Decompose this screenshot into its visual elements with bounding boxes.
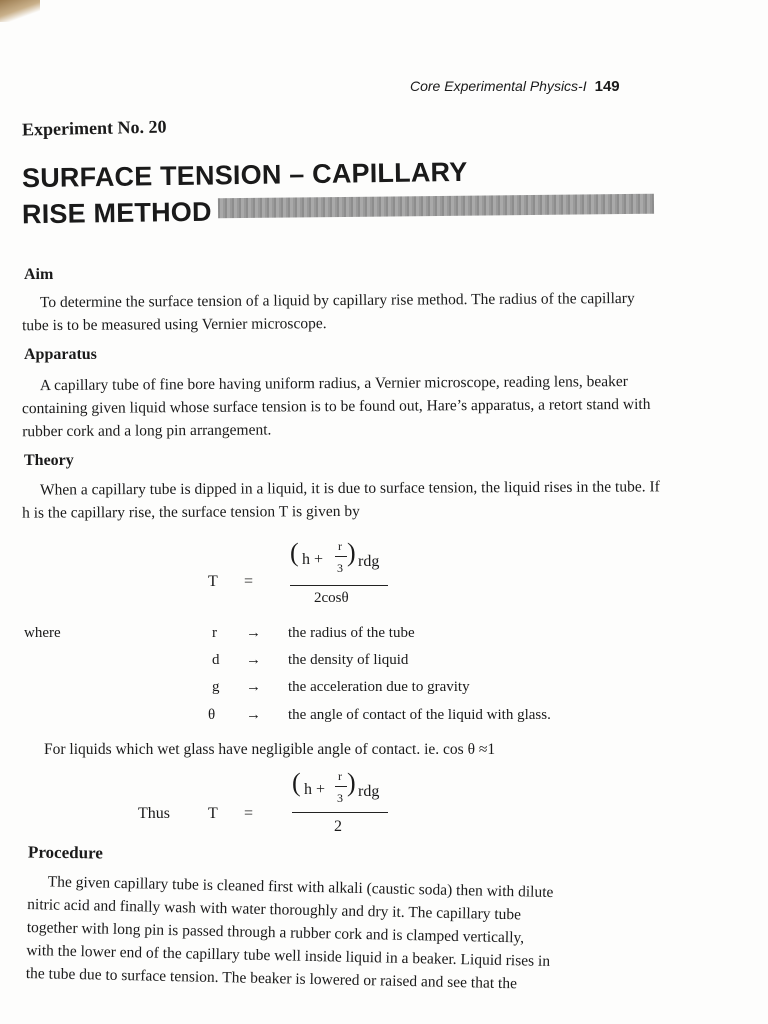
def-text: the density of liquid	[288, 652, 409, 668]
aim-text: To determine the surface tension of a liquid by capillary rise method. The radius of the capillary tube is to be measured using Vernier microscope.	[22, 289, 635, 335]
procedure-line: the tube due to surface tension. The beaker is lowered or raised and see that the	[25, 964, 518, 993]
definition-theta	[208, 707, 551, 724]
apparatus-heading: Apparatus	[24, 346, 97, 363]
procedure-heading: Procedure	[27, 842, 104, 863]
formula2-three: 3	[337, 791, 343, 805]
title-decorative-bar	[218, 194, 654, 219]
theory-heading: Theory	[24, 452, 74, 469]
formula1-three: 3	[337, 561, 343, 575]
definition-g	[212, 679, 470, 696]
definition-d	[212, 652, 408, 669]
experiment-number: Experiment No. 20	[21, 116, 167, 140]
formula2-rdg: rdg	[358, 783, 380, 800]
def-symbol: r	[212, 625, 217, 641]
title-line-2: RISE METHOD	[21, 196, 212, 230]
procedure-line: with the lower end of the capillary tube well inside liquid in a beaker. Liquid rises in	[26, 941, 551, 970]
formula2-thus: Thus	[138, 805, 170, 822]
title-line-1: SURFACE TENSION – CAPILLARY	[21, 156, 468, 194]
running-header	[410, 78, 620, 95]
formula1-inner-fraction-line	[335, 556, 347, 557]
formula1-rdg: rdg	[358, 553, 380, 570]
arrow-icon: →	[246, 625, 261, 641]
formula1-fraction-line	[290, 585, 388, 586]
formula1-r-over: r	[338, 539, 342, 553]
def-text: the acceleration due to gravity	[288, 679, 470, 695]
where-label: where	[24, 625, 61, 641]
apparatus-text: A capillary tube of fine bore having uniform radius, a Vernier microscope, reading lens, beaker containing given liquid whose surface tension is to be found out, Hare’s apparatus, a retort stand with rubber cork and a long pin arrangement.	[21, 373, 651, 441]
formula1-denominator: 2cosθ	[314, 590, 349, 606]
theory-text: When a capillary tube is dipped in a liquid, it is due to surface tension, the liquid rises in the tube. If h is the capillary rise, the surface tension T is given by	[22, 478, 660, 522]
page-corner-decoration	[0, 0, 40, 22]
def-text: the radius of the tube	[288, 625, 415, 641]
arrow-icon: →	[246, 652, 261, 668]
formula1-lhs: T	[208, 573, 218, 590]
def-text: the angle of contact of the liquid with glass.	[288, 707, 551, 723]
formula2-fraction-line	[292, 812, 388, 813]
formula2-r-over: r	[338, 769, 342, 783]
procedure-line: nitric acid and finally wash with water thoroughly and dry it. The capillary tube	[27, 895, 522, 924]
formula2-h: h +	[304, 781, 326, 798]
formula2-equals: =	[244, 805, 254, 822]
def-symbol: g	[212, 679, 220, 695]
procedure-line: The given capillary tube is cleaned first with alkali (caustic soda) then with dilute	[47, 873, 554, 902]
formula1-close-paren: )	[347, 538, 356, 567]
page-number: 149	[594, 78, 620, 95]
wet-glass-text: For liquids which wet glass have negligible angle of contact. ie. cos θ ≈1	[44, 741, 496, 758]
formula2-open-paren: (	[292, 768, 301, 797]
formula2-lhs: T	[208, 805, 218, 822]
definition-r	[212, 625, 415, 642]
formula1-h: h +	[302, 551, 324, 568]
book-title: Core Experimental Physics-I	[410, 78, 587, 94]
formula1-equals: =	[244, 573, 254, 590]
arrow-icon: →	[246, 707, 261, 723]
arrow-icon: →	[246, 679, 261, 695]
procedure-text	[26, 870, 668, 998]
formula2-inner-fraction-line	[335, 786, 347, 787]
formula1-open-paren: (	[290, 538, 299, 567]
formula2-denominator: 2	[334, 818, 342, 835]
def-symbol: θ	[208, 707, 216, 723]
aim-heading: Aim	[24, 266, 54, 283]
procedure-line: together with long pin is passed through a rubber cork and is clamped vertically,	[26, 918, 525, 947]
def-symbol: d	[212, 652, 220, 668]
formula2-close-paren: )	[347, 768, 356, 797]
